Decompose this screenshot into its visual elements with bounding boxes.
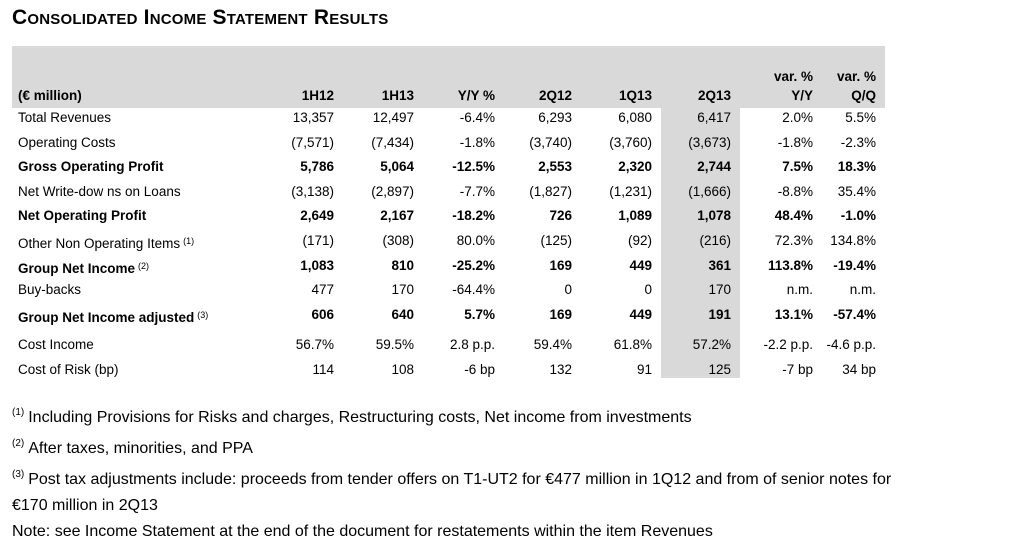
table-cell: 2,553 (538, 159, 572, 175)
table-row (0, 155, 1024, 179)
table-cell: 449 (629, 306, 652, 322)
table-cell: (92) (627, 233, 652, 248)
table-cell: 61.8% (613, 337, 652, 353)
row-label: Cost of Risk (bp) (18, 362, 119, 377)
table-cell: 125 (708, 362, 731, 377)
table-cell: 57.2% (692, 337, 731, 353)
row-label: Other Non Operating Items $^{(1)}$ (18, 236, 195, 251)
table-cell: 2,649 (300, 208, 334, 224)
table-row (0, 254, 1024, 278)
table-cell: -1.8% (777, 134, 813, 150)
table-cell: 606 (311, 306, 334, 322)
table-cell: -64.4% (452, 282, 495, 298)
table-cell: -1.0% (840, 208, 876, 224)
table-cell: (2,897) (371, 183, 414, 199)
table-cell: (171) (302, 233, 334, 248)
footnote-line (12, 519, 1017, 545)
table-cell: 114 (312, 362, 334, 377)
table-row (0, 131, 1024, 155)
table-cell: 170 (391, 282, 414, 298)
row-label: Group Net Income $^{(2)}$ (18, 260, 150, 276)
footnote-line (12, 431, 1017, 462)
footnote-text: Post tax adjustments include: proceeds from tender offers on T1-UT2 for €477 million in 1Q12 and from of senior notes for (28, 471, 892, 488)
row-label: Cost Income (18, 337, 94, 353)
table-cell: 113.8% (767, 257, 813, 273)
footnote-line (12, 400, 1017, 431)
column-header: 2Q12 (538, 88, 572, 103)
table-cell: -4.6 p.p. (826, 337, 876, 353)
table-cell: 5.5% (845, 110, 876, 125)
table-cell: 18.3% (837, 159, 876, 175)
table-row (0, 180, 1024, 204)
table-cell: -7.7% (459, 183, 495, 199)
table-cell: (216) (699, 233, 731, 248)
footnote-text: €170 million in 2Q13 (12, 497, 158, 514)
table-cell: 2.8 p.p. (449, 337, 495, 353)
table-cell: (3,138) (291, 183, 334, 199)
table-cell: 477 (311, 282, 334, 298)
table-row (0, 333, 1024, 357)
column-header: 1H13 (381, 88, 414, 103)
table-cell: 6,293 (538, 110, 572, 125)
row-label: Buy-backs (18, 282, 82, 298)
table-cell: 108 (391, 362, 414, 377)
column-header-top: var. % (773, 69, 813, 84)
table-cell: 72.3% (774, 233, 813, 248)
table-cell: 5,786 (300, 159, 334, 175)
table-cell: 134.8% (830, 233, 876, 248)
table-row (0, 204, 1024, 228)
footnote-text: Note: see Income Statement at the end of the document for restatements within the item Revenues (12, 523, 713, 540)
table-cell: 170 (708, 282, 731, 298)
table-cell: (3,760) (609, 134, 652, 150)
column-header: 1H12 (301, 88, 334, 103)
table-cell: (1,827) (529, 183, 572, 199)
page-title: Consolidated Income Statement Results (12, 6, 389, 29)
column-header: Y/Y (791, 88, 813, 103)
table-cell: (7,434) (371, 134, 414, 150)
table-row (0, 303, 1024, 327)
table-cell: 0 (644, 282, 652, 298)
table-cell: 48.4% (774, 208, 813, 224)
table-cell: -2.2 p.p. (763, 337, 813, 353)
table-cell: (7,571) (291, 134, 334, 150)
table-cell: 80.0% (456, 233, 495, 248)
table-cell: 0 (564, 282, 572, 298)
column-header-top: var. % (836, 69, 876, 84)
table-row (0, 106, 1024, 130)
footnotes (12, 400, 1017, 545)
table-cell: 1,089 (618, 208, 652, 224)
table-cell: 6,417 (697, 110, 731, 125)
footnote-mark: (2) (12, 438, 25, 449)
table-cell: 810 (391, 257, 414, 273)
table-cell: (1,231) (609, 183, 652, 199)
table-cell: 1,078 (697, 208, 731, 224)
table-cell: 13,357 (292, 110, 334, 125)
table-cell: 2,744 (697, 159, 731, 175)
table-cell: 191 (708, 306, 731, 322)
table-cell: n.m. (786, 282, 813, 298)
table-cell: -2.3% (840, 134, 876, 150)
column-header: 1Q13 (618, 88, 652, 103)
footnote-text: After taxes, minorities, and PPA (28, 440, 253, 457)
table-cell: 5,064 (380, 159, 414, 175)
column-header: 2Q13 (697, 88, 731, 103)
table-cell: -25.2% (452, 257, 495, 273)
table-cell: (125) (540, 233, 572, 248)
table-cell: 34 bp (842, 362, 876, 377)
row-label: Group Net Income adjusted $^{(3)}$ (18, 309, 209, 325)
row-label: Operating Costs (18, 134, 116, 150)
table-row (0, 229, 1024, 253)
unit-label: (€ million) (18, 88, 82, 103)
header-band (12, 46, 885, 108)
table-row (0, 278, 1024, 302)
table-cell: -12.5% (452, 159, 495, 175)
table-cell: 59.5% (375, 337, 414, 353)
table-cell: 59.4% (533, 337, 572, 353)
footnote-line (12, 493, 1017, 519)
table-cell: 7.5% (782, 159, 813, 175)
table-cell: -19.4% (833, 257, 876, 273)
footnote-marker: (1) (183, 236, 195, 246)
row-label: Gross Operating Profit (18, 159, 164, 175)
table-cell: 361 (708, 257, 731, 273)
table-cell: 169 (549, 306, 572, 322)
table-cell: -1.8% (459, 134, 495, 150)
table-cell: 449 (629, 257, 652, 273)
table-cell: 12,497 (372, 110, 414, 125)
footnote-marker: (2) (138, 260, 150, 271)
table-row (0, 358, 1024, 382)
table-cell: -8.8% (777, 183, 813, 199)
table-cell: 132 (549, 362, 572, 377)
table-cell: 35.4% (837, 183, 876, 199)
table-cell: 2,167 (380, 208, 414, 224)
table-cell: 1,083 (300, 257, 334, 273)
table-cell: -57.4% (833, 306, 876, 322)
table-cell: (1,666) (688, 183, 731, 199)
table-cell: 6,080 (618, 110, 652, 125)
table-cell: n.m. (849, 282, 876, 298)
table-cell: 2,320 (618, 159, 652, 175)
footnote-marker: (3) (197, 309, 209, 320)
row-label: Net Operating Profit (18, 208, 147, 224)
table-cell: (3,673) (688, 134, 731, 150)
table-cell: 13.1% (774, 306, 813, 322)
row-label: Total Revenues (18, 110, 112, 125)
row-label: Net Write-dow ns on Loans (18, 183, 181, 199)
table-cell: 2.0% (782, 110, 813, 125)
table-cell: 5.7% (464, 306, 495, 322)
footnote-text: Including Provisions for Risks and charges, Restructuring costs, Net income from investments (28, 409, 692, 426)
table-cell: -7 bp (782, 362, 813, 377)
table-cell: (3,740) (529, 134, 572, 150)
table-cell: -18.2% (452, 208, 495, 224)
footnote-line (12, 462, 1017, 493)
table-cell: -6 bp (464, 362, 495, 377)
footnote-mark: (3) (12, 469, 25, 480)
column-header: Q/Q (851, 88, 876, 103)
table-cell: 169 (549, 257, 572, 273)
column-header: Y/Y % (457, 88, 495, 103)
table-cell: -6.4% (459, 110, 495, 125)
table-cell: 56.7% (295, 337, 334, 353)
table-cell: 726 (549, 208, 572, 224)
footnote-mark: (1) (12, 407, 25, 418)
table-cell: 640 (391, 306, 414, 322)
table-cell: 91 (636, 362, 652, 377)
table-cell: (308) (382, 233, 414, 248)
